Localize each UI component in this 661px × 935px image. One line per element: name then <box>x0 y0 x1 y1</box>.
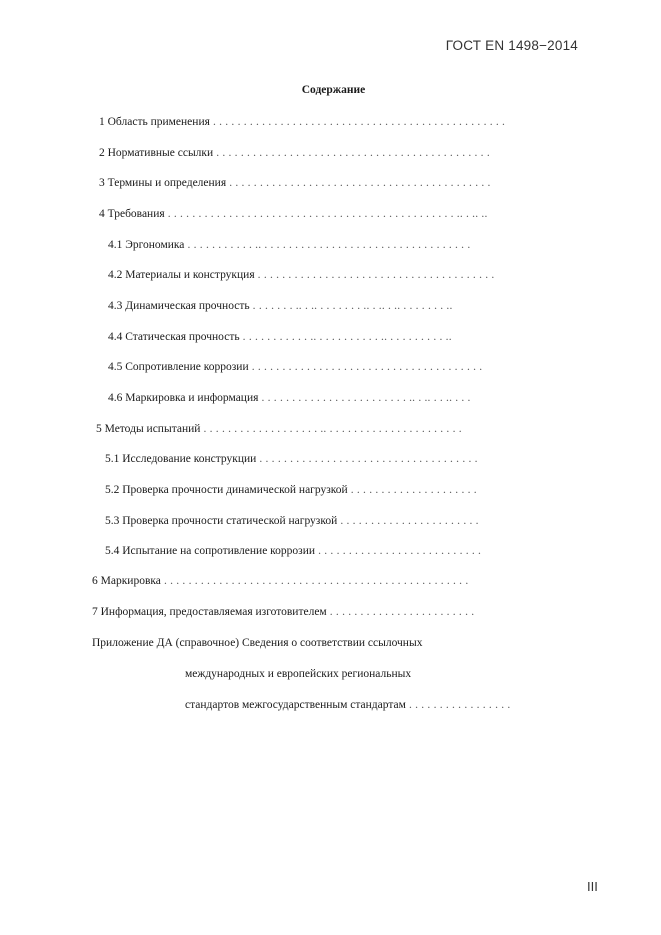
toc-entry-text: 3 Термины и определения <box>99 177 227 189</box>
toc-leader-dots: . . . . . . . . . . . . . . . . . . . . . . . . . . . . . . . . . . . . . . . . . . . . . . . .. . .. .. <box>164 208 488 220</box>
toc-leader-dots: . . . . . . . .. . .. . . . . . . . .. . .. . .. . . . . . . . .. <box>249 300 453 312</box>
toc-entry-text: 4.4 Статическая прочность <box>108 331 240 343</box>
toc-entry-text: 6 Маркировка <box>92 575 161 587</box>
toc-entry-6[interactable] <box>92 574 468 588</box>
toc-leader-dots: . . . . . . . . . . . .. . . . . . . . . . . . . . . . . . . . . . . . . . . . . . . . . . . <box>184 239 471 251</box>
toc-entry-text: 1 Область применения <box>99 116 210 128</box>
toc-leader-dots: . . . . . . . . . . . . . . . . . . . . . <box>347 484 477 496</box>
toc-entry-text: 4.5 Сопротивление коррозии <box>108 361 249 373</box>
toc-leader-dots: . . . . . . . . . . . . . . . . . <box>405 699 511 711</box>
toc-entry-text: Приложение ДА (справочное) Сведения о соответствии ссылочных <box>92 637 423 649</box>
toc-leader-dots: . . . . . . . . . . . . . . . . . . . . . . . . . . . . . . . . . . . . . . . . . . . <box>226 177 491 189</box>
toc-entry-2[interactable] <box>99 146 490 160</box>
toc-entry-4-2[interactable] <box>108 268 494 282</box>
toc-entry-4-3[interactable] <box>108 299 453 313</box>
toc-leader-dots: . . . . . . . . . . . . . . . . . . . .. . . . . . . . . . . . . . . . . . . . . . . <box>200 423 462 435</box>
toc-entry-appendix-cont-1 <box>185 667 411 681</box>
toc-leader-dots: . . . . . . . . . . . . . . . . . . . . . . . <box>337 515 479 527</box>
toc-entry-text: международных и европейских региональных <box>185 668 412 680</box>
toc-entry-text: 4.6 Маркировка и информация <box>108 392 259 404</box>
toc-leader-dots: . . . . . . . . . . . . . . . . . . . . . . . . . . . . . . . . . . . . . . . . . . . . . <box>213 147 490 159</box>
toc-entry-text: 4 Требования <box>99 208 165 220</box>
toc-entry-3[interactable] <box>99 176 491 190</box>
toc-leader-dots: . . . . . . . . . . . . . . . . . . . . . . . . . . . <box>315 545 482 557</box>
toc-entry-text: 4.1 Эргономика <box>108 239 185 251</box>
toc-entry-appendix[interactable] <box>92 636 422 650</box>
toc-entry-text: 4.3 Динамическая прочность <box>108 300 250 312</box>
toc-entry-5-1[interactable] <box>105 452 478 466</box>
toc-entry-4[interactable] <box>99 207 488 221</box>
toc-entry-5-3[interactable] <box>105 514 479 528</box>
toc-entry-7[interactable] <box>92 605 474 619</box>
toc-entry-5[interactable] <box>96 422 462 436</box>
toc-entry-1[interactable] <box>99 115 505 129</box>
toc-entry-text: 4.2 Материалы и конструкция <box>108 269 255 281</box>
toc-entry-5-4[interactable] <box>105 544 481 558</box>
toc-title: Содержание <box>301 84 366 96</box>
toc-entry-4-1[interactable] <box>108 238 470 252</box>
toc-leader-dots: . . . . . . . . . . . . . . . . . . . . . . . . <box>326 606 475 618</box>
document-code: ГОСТ EN 1498−2014 <box>445 38 578 53</box>
toc-entry-text: стандартов межгосударственным стандартам <box>185 699 406 711</box>
toc-leader-dots: . . . . . . . . . . . . . . . . . . . . . . . . . . . . . . . . . . . . . . . <box>254 269 495 281</box>
page-number: III <box>587 879 598 894</box>
toc-entry-4-5[interactable] <box>108 360 482 374</box>
toc-entry-text: 5.3 Проверка прочности статической нагрузкой <box>105 515 338 527</box>
toc-entry-text: 7 Информация, предоставляемая изготовителем <box>92 606 327 618</box>
toc-entry-appendix-cont-2[interactable] <box>185 698 510 712</box>
toc-entry-5-2[interactable] <box>105 483 477 497</box>
toc-entry-text: 5.2 Проверка прочности динамической нагрузкой <box>105 484 348 496</box>
toc-leader-dots: . . . . . . . . . . . . . . . . . . . . . . . . . . . . . . . . . . . . . . <box>248 361 483 373</box>
toc-leader-dots: . . . . . . . . . . . . . . . . . . . . . . . . .. . .. . . .. . . . <box>258 392 471 404</box>
toc-entry-text: 5 Методы испытаний <box>96 423 201 435</box>
toc-leader-dots: . . . . . . . . . . . . . . . . . . . . . . . . . . . . . . . . . . . . . . . . . . . . . . . . <box>209 116 506 128</box>
toc-leader-dots: . . . . . . . . . . . . . . . . . . . . . . . . . . . . . . . . . . . . . . . . . . . . . . . . . . <box>160 575 469 587</box>
toc-leader-dots: . . . . . . . . . . . . . . . . . . . . . . . . . . . . . . . . . . . . <box>256 453 478 465</box>
toc-entry-text: 2 Нормативные ссылки <box>99 147 214 159</box>
toc-leader-dots: . . . . . . . . . . . .. . . . . . . . . . . .. . . . . . . . . . .. <box>239 331 452 343</box>
toc-entry-4-6[interactable] <box>108 391 471 405</box>
toc-entry-text: 5.1 Исследование конструкции <box>105 453 257 465</box>
toc-entry-text: 5.4 Испытание на сопротивление коррозии <box>105 545 316 557</box>
toc-entry-4-4[interactable] <box>108 330 452 344</box>
